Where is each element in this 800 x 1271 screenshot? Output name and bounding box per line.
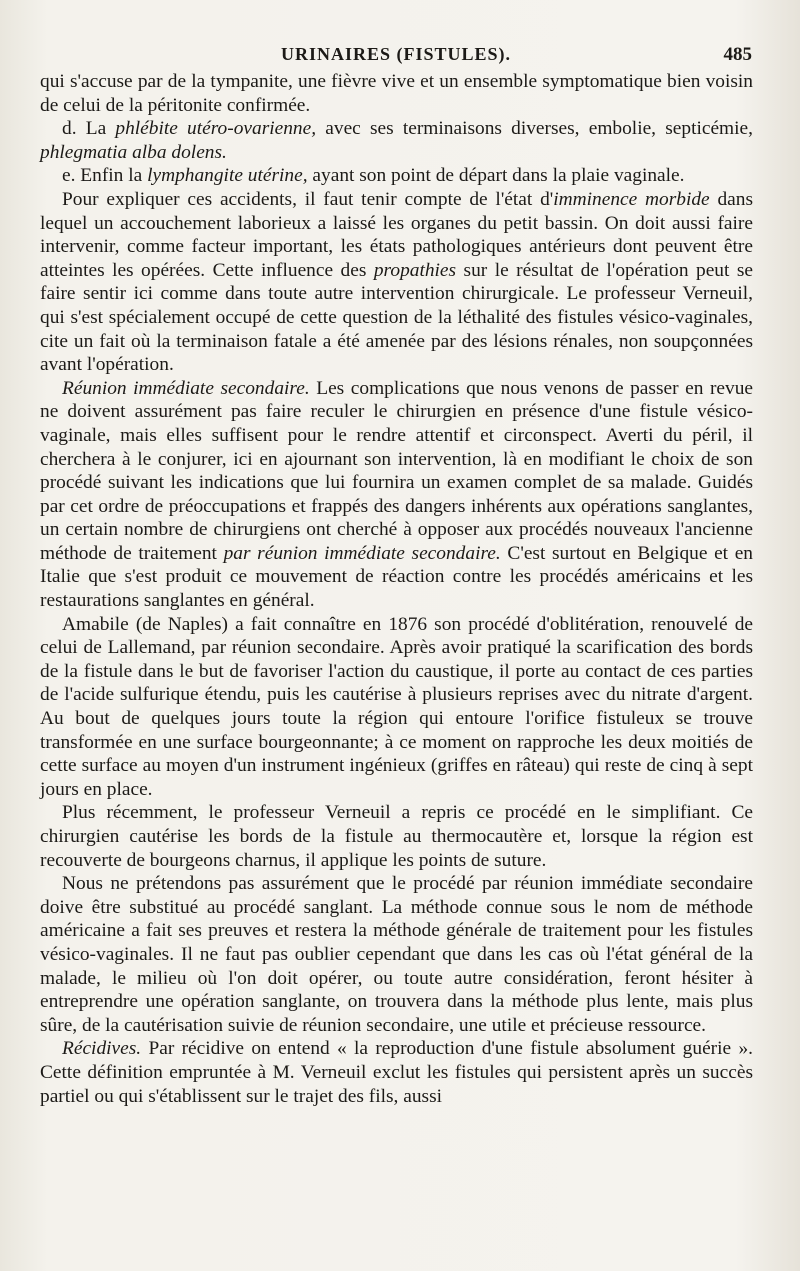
- text-segment: e. Enfin la: [62, 165, 148, 187]
- italic-text: par réunion immédiate secondaire.: [223, 542, 501, 564]
- paragraph: [40, 872, 753, 1037]
- text-segment: Par récidive on entend « la reproduction d'une fistule absolument guérie ». Cette définition empruntée à M. Verneuil exclut les fistules qui persistent après un succès partiel ou qui s'établissent sur le trajet des fils, aussi: [40, 1038, 753, 1107]
- text-segment: Pour expliquer ces accidents, il faut tenir compte de l'état d': [62, 188, 554, 210]
- text-segment: C'est surtout en Belgique et en Italie que s'est produit ce mouvement de réaction contre les procédés américains et les restaurations sanglantes en général.: [40, 542, 754, 612]
- paragraph: [40, 1037, 753, 1108]
- text-segment: Les complications que nous venons de passer en revue ne doivent assurément pas faire reculer le chirurgien en présence d'une fistule vésico-vaginale, mais elles suffisent pour le rendre attentif et circonspect. Averti du péril, il cherchera à le conjurer, ici en ajournant son intervention, là en modifiant le choix de son procédé suivant les indications que lui fournira un examen complet de sa malade. Guidés par cet ordre de préoccupations et frappés des dangers inhérents aux opérations sanglantes, un certain nombre de chirurgiens ont cherché à opposer aux procédés nouveaux l'ancienne méthode de traitement: [40, 377, 754, 564]
- paragraph: [40, 377, 753, 613]
- page-header: [40, 40, 752, 70]
- paragraph: [40, 801, 753, 872]
- text-segment: dans lequel un accouchement laborieux a laissé les organes du petit bassin. On doit aussi faire intervenir, comme facteur important, les états pathologiques antérieurs dont peuvent être atteintes les opérées. Cette influence des: [40, 188, 753, 281]
- italic-text: Récidives.: [62, 1038, 142, 1060]
- running-head: URINAIRES (FISTULES).: [280, 44, 512, 64]
- paragraph: [40, 117, 753, 164]
- paragraph: [40, 188, 753, 377]
- paragraph: [40, 164, 753, 188]
- italic-text: imminence morbide: [553, 188, 710, 210]
- text-segment: ayant son point de départ dans la plaie vaginale.: [307, 165, 685, 187]
- italic-text: phlegmatia alba dolens.: [40, 141, 227, 163]
- text-segment: sur le résultat de l'opération peut se faire sentir ici comme dans toute autre intervention chirurgicale. Le professeur Verneuil, qui s'est spécialement occupé de cette question de la léthalité des fistules vésico-vaginales, cite un fait où la terminaison fatale a été amenée par des lésions rénales, non soupçonnées avant l'opération.: [40, 259, 753, 376]
- text-segment: qui s'accuse par de la tympanite, une fièvre vive et un ensemble symptomatique bien voisin de celui de la péritonite confirmée.: [40, 71, 753, 116]
- italic-text: Réunion immédiate secondaire.: [62, 377, 310, 399]
- text-segment: d. La: [62, 118, 116, 140]
- text-segment: Plus récemment, le professeur Verneuil a repris ce procédé en le simplifiant. Ce chirurgien cautérise les bords de la fistule au thermocautère et, lorsque la région est recouverte de bourgeons charnus, il applique les points de suture.: [40, 802, 753, 871]
- text-segment: avec ses terminaisons diverses, embolie, septicémie,: [316, 118, 753, 140]
- text-segment: Nous ne prétendons pas assurément que le procédé par réunion immédiate secondaire doive être substitué au procédé sanglant. La méthode connue sous le nom de méthode américaine a fait ses preuves et restera la méthode générale de traitement pour les fistules vésico-vaginales. Il ne faut pas oublier cependant que dans les cas où l'état général de la malade, le milieu où l'on doit opérer, ou toute autre considération, feront hésiter à entreprendre une opération sanglante, on trouvera dans la méthode plus lente, mais plus sûre, de la cautérisation suivie de réunion secondaire, une utile et précieuse ressource.: [40, 873, 753, 1036]
- italic-text: propathies: [373, 259, 457, 281]
- page-number: 485: [723, 44, 752, 65]
- italic-text: lymphangite utérine,: [147, 165, 308, 187]
- paragraph: [40, 613, 753, 802]
- paragraph: [40, 70, 753, 117]
- text-segment: Amabile (de Naples) a fait connaître en 1876 son procédé d'oblitération, renouvelé de celui de Lallemand, par réunion secondaire. Après avoir pratiqué la scarification des bords de la fistule dans le but de favoriser l'action du caustique, il porte au contact de ces parties de l'acide sulfurique étendu, puis les cautérise à plusieurs reprises avec du nitrate d'argent. Au bout de quelques jours toute la région qui entoure l'orifice fistuleux se trouve transformée en une surface bourgeonnante; à ce moment on rapproche les deux moitiés de cette surface au moyen d'un instrument ingénieux (griffes en râteau) qui reste de cinq à sept jours en place.: [40, 613, 753, 800]
- italic-text: phlébite utéro-ovarienne,: [115, 118, 317, 140]
- body-text: [40, 70, 753, 1108]
